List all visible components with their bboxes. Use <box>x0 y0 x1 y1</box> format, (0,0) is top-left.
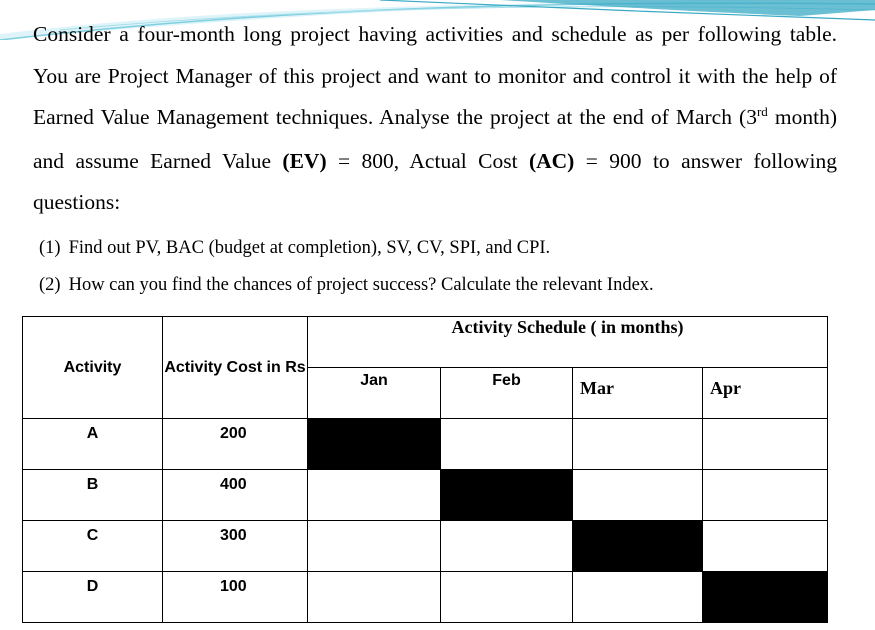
schedule-empty-cell <box>441 521 573 572</box>
header-month-jan: Jan <box>308 368 441 419</box>
activity-cost-cell: 400 <box>163 470 308 521</box>
table-row <box>23 572 828 623</box>
activity-cell: D <box>23 572 163 623</box>
intro-text-3: = 800, Actual Cost <box>326 148 529 173</box>
schedule-empty-cell <box>441 572 573 623</box>
ordinal-superscript: rd <box>756 104 768 119</box>
schedule-empty-cell <box>703 521 828 572</box>
question-1 <box>39 238 550 259</box>
schedule-bar-mar <box>573 521 703 572</box>
problem-statement <box>33 14 837 224</box>
schedule-empty-cell <box>308 470 441 521</box>
activity-cost-cell: 100 <box>163 572 308 623</box>
intro-text-1: Consider a four-month long project having activities and schedule as per following table. You are Project Manager of this project and want to monitor and control it with the help of Earned Value Management techniques. Analyse the project at the end of March (3 <box>33 22 837 129</box>
schedule-empty-cell <box>308 521 441 572</box>
schedule-empty-cell <box>441 419 573 470</box>
schedule-empty-cell <box>573 419 703 470</box>
activity-schedule-table <box>22 316 828 623</box>
schedule-empty-cell <box>573 470 703 521</box>
header-activity: Activity <box>23 317 163 419</box>
question-text: Find out PV, BAC (budget at completion), SV, CV, SPI, and CPI. <box>68 238 551 258</box>
activity-cell: A <box>23 419 163 470</box>
schedule-empty-cell <box>703 470 828 521</box>
header-month-feb: Feb <box>441 368 573 419</box>
question-number: (1) <box>39 238 61 258</box>
activity-cell: B <box>23 470 163 521</box>
intro-text-2: month) and assume Earned Value <box>33 105 838 173</box>
schedule-empty-cell <box>308 572 441 623</box>
schedule-empty-cell <box>703 419 828 470</box>
schedule-bar-feb <box>441 470 573 521</box>
ac-label: (AC) <box>528 148 575 173</box>
header-month-mar: Mar <box>573 368 703 419</box>
question-text: How can you find the chances of project success? Calculate the relevant Index. <box>68 275 654 295</box>
header-month-apr: Apr <box>703 368 828 419</box>
intro-text-4: = 900 to answer following questions: <box>33 148 837 214</box>
table-row <box>23 521 828 572</box>
table-row <box>23 470 828 521</box>
activity-cost-cell: 300 <box>163 521 308 572</box>
schedule-empty-cell <box>573 572 703 623</box>
header-activity-schedule: Activity Schedule ( in months) <box>308 317 828 368</box>
question-2 <box>39 275 654 296</box>
schedule-bar-apr <box>703 572 828 623</box>
ev-label: (EV) <box>282 148 327 173</box>
table-row <box>23 419 828 470</box>
schedule-bar-jan <box>308 419 441 470</box>
activity-cost-cell: 200 <box>163 419 308 470</box>
header-activity-cost: Activity Cost in Rs <box>163 317 308 419</box>
activity-cell: C <box>23 521 163 572</box>
question-number: (2) <box>39 275 61 295</box>
